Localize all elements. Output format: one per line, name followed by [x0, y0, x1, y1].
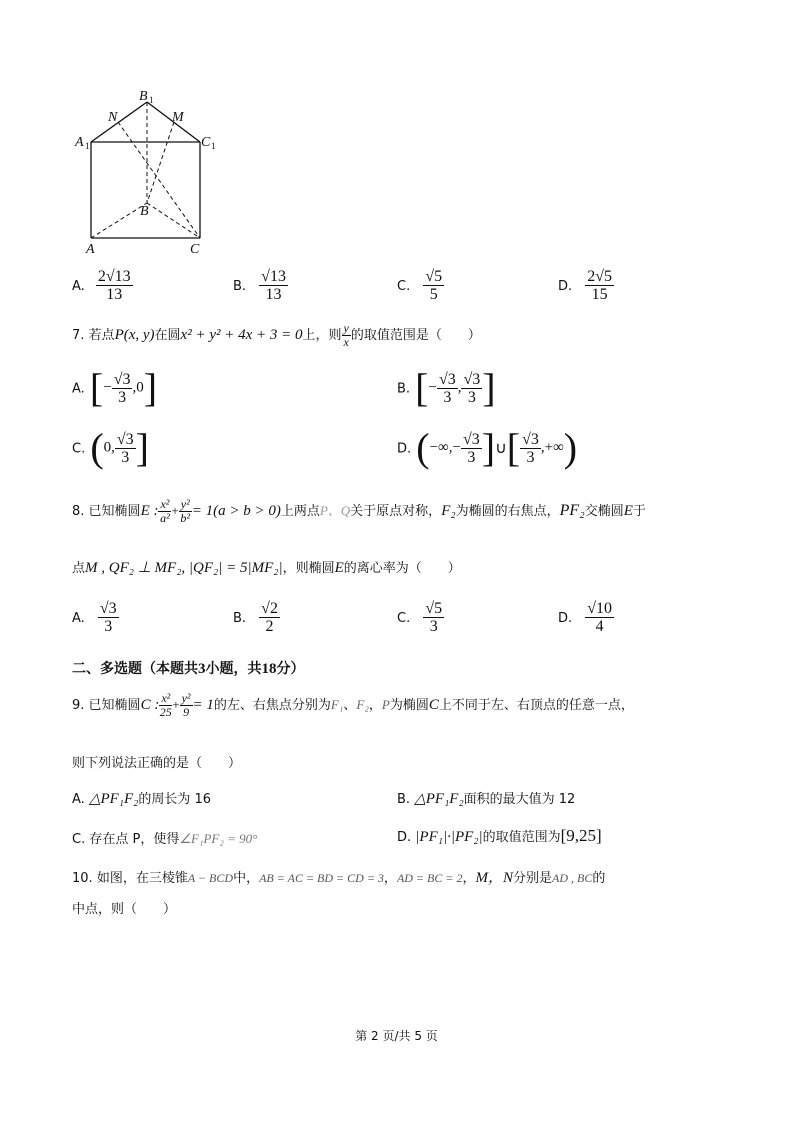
- math: F₂: [441, 503, 456, 519]
- math: M，N: [475, 870, 513, 886]
- math: = 1(a > b > 0): [191, 503, 281, 519]
- fraction: [437, 371, 458, 406]
- math: E :: [140, 503, 159, 519]
- text: ，则椭圆: [282, 561, 335, 576]
- question-count: 3: [198, 661, 206, 677]
- math: [9,25]: [560, 826, 602, 845]
- denominator: a²: [160, 511, 170, 525]
- text: 在圆: [154, 328, 181, 343]
- option-letter: D.: [397, 830, 412, 845]
- math: C: [428, 697, 439, 713]
- prism-figure: [70, 85, 230, 260]
- fraction: [115, 431, 136, 466]
- bracket: ]: [482, 365, 496, 410]
- option-letter: C.: [72, 832, 86, 847]
- fraction: [98, 600, 119, 635]
- bracket: (: [90, 425, 104, 470]
- text: 已知椭圆: [88, 504, 141, 519]
- bracket: [: [506, 425, 521, 470]
- fraction: [180, 692, 193, 719]
- math: E: [623, 503, 633, 519]
- math: AD = BC = 2: [396, 871, 463, 885]
- fraction: [585, 268, 614, 303]
- denominator: 4: [595, 618, 604, 635]
- text: 中，: [233, 871, 260, 886]
- denominator: 2: [265, 618, 274, 635]
- math: = 1: [192, 697, 214, 713]
- text: 若点: [88, 328, 115, 343]
- numerator: 2√5: [587, 268, 613, 285]
- denominator: b²: [180, 511, 191, 525]
- question-number: 9.: [72, 698, 85, 713]
- denominator: 15: [591, 286, 608, 303]
- q6-option-d: [558, 268, 614, 303]
- numerator: √13: [261, 268, 286, 285]
- label-C1-sub: 1: [211, 141, 216, 151]
- text: 为椭圆: [389, 698, 429, 713]
- question-number: 7.: [72, 328, 85, 343]
- fraction: [461, 431, 482, 466]
- option-letter: D.: [397, 441, 412, 457]
- option-letter: A.: [72, 792, 85, 807]
- text: ，: [368, 698, 382, 713]
- edge-BC: [147, 203, 200, 238]
- label-A1: A: [75, 135, 84, 150]
- denominator: 9: [183, 705, 190, 719]
- denominator: 3: [121, 448, 130, 466]
- math: ,0: [132, 379, 144, 396]
- label-C1: C: [201, 135, 211, 150]
- text: 已知椭圆: [88, 698, 141, 713]
- denominator: 25: [159, 705, 172, 719]
- math: −: [103, 379, 112, 396]
- q7-option-a: [72, 365, 158, 410]
- numerator: y: [343, 321, 349, 335]
- text: 交椭圆: [584, 504, 624, 519]
- fraction: [259, 600, 280, 635]
- q8-option-a: [72, 600, 119, 635]
- points-total: 18: [261, 661, 277, 677]
- numerator: √2: [261, 600, 278, 617]
- numerator: √10: [587, 600, 613, 617]
- text: 的: [592, 871, 606, 886]
- math: +: [172, 697, 180, 712]
- denominator: 3: [467, 388, 476, 406]
- q10-stem-line2: [72, 898, 176, 917]
- math: △PF₁F₂: [88, 791, 139, 807]
- question-number: 10.: [72, 871, 93, 886]
- question-number: 8.: [72, 504, 85, 519]
- denominator: 3: [443, 388, 452, 406]
- numerator: √3: [462, 430, 480, 448]
- fraction: [585, 600, 614, 635]
- option-letter: A.: [72, 611, 85, 626]
- math: PF₂: [559, 502, 585, 519]
- text: 则下列说法正确的是（ ）: [72, 756, 242, 771]
- math: −: [428, 379, 437, 396]
- fraction: [159, 692, 172, 719]
- text: ，: [462, 871, 476, 886]
- page-footer: [0, 1027, 793, 1044]
- math: 0,: [103, 439, 115, 456]
- text: 如图，在三棱锥: [96, 871, 188, 886]
- text: 的周长为 16: [138, 792, 212, 807]
- denominator: 3: [467, 448, 476, 466]
- math: ∪: [495, 440, 507, 457]
- text: 为椭圆的右焦点，: [455, 504, 560, 519]
- q9-stem-line1: [72, 692, 634, 719]
- q10-stem-line1: [72, 866, 605, 887]
- heading-text: 分）: [276, 661, 305, 677]
- numerator: √3: [438, 370, 456, 388]
- text: 、: [343, 698, 357, 713]
- numerator: √3: [99, 600, 117, 617]
- label-C: C: [190, 242, 200, 257]
- bracket: [: [415, 365, 429, 410]
- math: |PF₁|·|PF₂|: [415, 829, 483, 845]
- q7-option-d: [397, 425, 578, 470]
- text: 分别是: [513, 871, 553, 886]
- option-letter: C.: [397, 279, 411, 294]
- math: ,+∞: [540, 439, 564, 456]
- bracket: [: [89, 365, 104, 410]
- text: 的取值范围是（ ）: [350, 328, 481, 343]
- numerator: √5: [425, 600, 443, 617]
- math: A − BCD: [187, 871, 234, 885]
- fraction: [423, 600, 444, 635]
- numerator: 2√13: [97, 268, 131, 285]
- q9-stem-line2: [72, 752, 241, 771]
- text: 关于原点对称，: [350, 504, 442, 519]
- math: x² + y² + 4x + 3 = 0: [180, 327, 303, 343]
- fraction: [158, 498, 171, 525]
- math: P(x, y): [114, 327, 155, 343]
- math: F₁: [330, 697, 344, 712]
- line-MB: [147, 122, 174, 203]
- text: 于: [632, 504, 646, 519]
- math: C :: [140, 697, 160, 713]
- heading-text: 小题，共: [205, 661, 262, 677]
- text: ，: [383, 871, 397, 886]
- denominator: 13: [265, 286, 282, 303]
- label-B1-sub: 1: [149, 95, 154, 105]
- math: −∞,−: [429, 439, 461, 456]
- option-letter: B.: [397, 381, 411, 397]
- q8-stem-line2: [72, 557, 461, 577]
- edge-A1B1: [91, 102, 147, 142]
- text: 上不同于左、右顶点的任意一点，: [438, 698, 634, 713]
- label-N: N: [108, 110, 118, 125]
- numerator: x²: [160, 497, 170, 511]
- label-A1-sub: 1: [85, 141, 90, 151]
- q6-option-c: [397, 268, 444, 303]
- q6-option-a: [72, 268, 133, 303]
- math: F₂: [356, 697, 369, 712]
- q6-option-b: [233, 268, 288, 303]
- text: 的离心率为（ ）: [343, 561, 461, 576]
- option-letter: B.: [233, 279, 247, 294]
- bracket: (: [416, 425, 430, 470]
- page-number: 第 2 页/共 5 页: [355, 1029, 438, 1043]
- denominator: 3: [526, 448, 535, 466]
- fraction: [423, 268, 444, 303]
- numerator: √3: [113, 370, 131, 388]
- option-letter: A.: [72, 381, 85, 397]
- fraction: [179, 498, 192, 525]
- label-B: B: [140, 204, 149, 219]
- q9-option-d: [397, 826, 602, 846]
- math: P、Q: [319, 503, 351, 518]
- denominator: 5: [429, 286, 438, 303]
- option-letter: C.: [72, 441, 86, 457]
- numerator: y²: [181, 691, 191, 705]
- text: 面积的最大值为 12: [463, 792, 576, 807]
- option-letter: C.: [397, 611, 411, 626]
- fraction: [112, 371, 133, 406]
- bracket: ]: [135, 425, 149, 470]
- label-A: A: [86, 242, 95, 257]
- math: AD , BC: [552, 871, 593, 885]
- numerator: √5: [425, 268, 443, 285]
- numerator: √3: [463, 370, 481, 388]
- option-letter: A.: [72, 279, 85, 294]
- edge-AB: [91, 203, 147, 238]
- math: AB = AC = BD = CD = 3: [259, 871, 384, 885]
- math: P: [381, 697, 390, 712]
- fraction: [520, 431, 541, 466]
- label-M: M: [172, 110, 184, 125]
- text: 点: [72, 561, 86, 576]
- text: 的取值范围为: [482, 830, 561, 845]
- denominator: 3: [429, 618, 438, 635]
- bracket: ]: [143, 365, 158, 410]
- math: E: [334, 560, 344, 576]
- math: △PF₁F₂: [414, 791, 464, 807]
- q9-option-c: [72, 828, 257, 847]
- math: ∠F₁PF₂ = 90°: [179, 831, 258, 846]
- q8-option-c: [397, 600, 444, 635]
- denominator: x: [343, 335, 349, 349]
- text: 上，则: [302, 328, 342, 343]
- math: M , QF₂ ⊥ MF₂, |QF₂| = 5|MF₂|: [85, 560, 283, 576]
- numerator: √3: [116, 430, 134, 448]
- text: 的左、右焦点分别为: [213, 698, 331, 713]
- text: 存在点 P，使得: [89, 832, 180, 847]
- q9-option-a: [72, 788, 211, 808]
- numerator: √3: [522, 430, 539, 448]
- q7-stem: [72, 322, 481, 349]
- option-letter: B.: [397, 792, 411, 807]
- numerator: y²: [180, 497, 190, 511]
- fraction: [96, 268, 133, 303]
- denominator: 3: [118, 388, 127, 406]
- text: 中点，则（ ）: [72, 902, 177, 917]
- label-B1: B: [139, 89, 148, 104]
- option-letter: B.: [233, 611, 247, 626]
- math: +: [171, 503, 179, 518]
- option-letter: D.: [558, 279, 573, 294]
- denominator: 3: [104, 618, 113, 635]
- fraction: [461, 371, 482, 406]
- q9-option-b: [397, 788, 575, 808]
- fraction: [259, 268, 288, 303]
- numerator: x²: [161, 691, 171, 705]
- line-NC: [118, 122, 200, 238]
- q7-option-c: [72, 425, 149, 470]
- fraction: [342, 322, 351, 349]
- text: 上两点: [280, 504, 320, 519]
- option-letter: D.: [558, 611, 573, 626]
- q8-stem-line1: [72, 498, 646, 525]
- q7-option-b: B. [− $\frac{√3}{3}$ , $\frac{√3}{3}$ ]: [397, 365, 496, 410]
- bracket: ]: [481, 425, 496, 470]
- heading-text: 二、多选题（本题共: [72, 661, 198, 677]
- bracket: ): [563, 425, 578, 470]
- q8-option-b: [233, 600, 280, 635]
- q8-option-d: [558, 600, 614, 635]
- denominator: 13: [106, 286, 123, 303]
- section-heading: [72, 658, 305, 678]
